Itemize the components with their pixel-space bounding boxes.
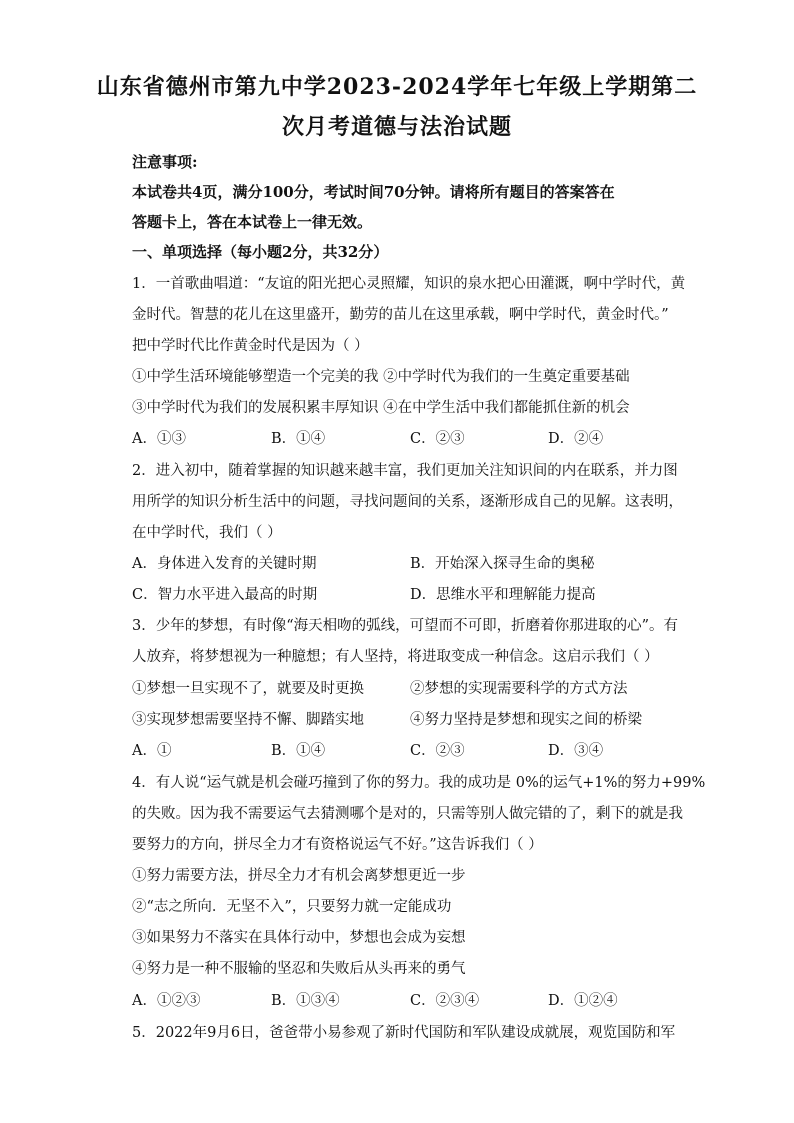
statement: ③中学时代为我们的发展积累丰厚知识 ④在中学生活中我们都能抓住新的机会 <box>132 400 630 416</box>
option-a: A．①③ <box>132 431 186 447</box>
option-a: A．身体进入发育的关键时期 <box>132 556 317 572</box>
exam-title-line1: 山东省德州市第九中学2023-2024学年七年级上学期第二 <box>96 74 698 100</box>
question-text: 2．进入初中，随着掌握的知识越来越丰富，我们更加关注知识间的内在联系，并力图 <box>132 463 678 479</box>
notice-line: 本试卷共4页，满分100分，考试时间70分钟。请将所有题目的答案答在 <box>132 183 615 201</box>
question-text: 用所学的知识分析生活中的问题，寻找问题间的关系，逐渐形成自己的见解。这表明， <box>132 494 683 510</box>
question-text: 金时代。智慧的花儿在这里盛开，勤劳的苗儿在这里承载，啊中学时代，黄金时代。” <box>132 307 669 323</box>
statement: ③实现梦想需要坚持不懈、脚踏实地 <box>132 712 364 728</box>
option-a: A．①②③ <box>132 993 201 1009</box>
option-c: C．②③ <box>410 743 465 759</box>
statement: ②“志之所向．无坚不入”，只要努力就一定能成功 <box>132 899 452 915</box>
option-d: D．③④ <box>548 743 604 759</box>
question-text: 4．有人说“运气就是机会碰巧撞到了你的努力。我的成功是 0%的运气+1%的努力+99% <box>132 775 706 791</box>
question-text: 5．2022年9月6日，爸爸带小易参观了新时代国防和军队建设成就展，观览国防和军 <box>132 1025 676 1041</box>
option-d: D．①②④ <box>548 993 618 1009</box>
question-text: 在中学时代，我们（ ） <box>132 525 282 541</box>
section-heading: 一、单项选择（每小题2分，共32分） <box>132 243 389 261</box>
exam-title-line2: 次月考道德与法治试题 <box>281 114 512 140</box>
question-text: 要努力的方向，拼尽全力才有资格说运气不好。”这告诉我们（ ） <box>132 837 543 853</box>
notice-label: 注意事项: <box>132 153 198 171</box>
option-b: B．①④ <box>271 743 326 759</box>
option-b: B．开始深入探寻生命的奥秘 <box>410 556 595 572</box>
question-text: 把中学时代比作黄金时代是因为（ ） <box>132 338 369 354</box>
option-c: C．②③④ <box>410 993 480 1009</box>
option-c: C．②③ <box>410 431 465 447</box>
statement: ④努力坚持是梦想和现实之间的桥梁 <box>410 712 642 728</box>
option-d: D．思维水平和理解能力提高 <box>410 587 596 603</box>
statement: ④努力是一种不服输的坚忍和失败后从头再来的勇气 <box>132 961 466 977</box>
question-text: 人放弃，将梦想视为一种臆想；有人坚持，将进取变成一种信念。这启示我们（ ） <box>132 649 659 665</box>
statement: ①梦想一旦实现不了，就要及时更换 <box>132 681 364 697</box>
notice-line: 答题卡上，答在本试卷上一律无效。 <box>132 213 373 231</box>
option-d: D．②④ <box>548 431 604 447</box>
statement: ②梦想的实现需要科学的方式方法 <box>410 681 628 697</box>
statement: ③如果努力不落实在具体行动中，梦想也会成为妄想 <box>132 930 466 946</box>
option-b: B．①④ <box>271 431 326 447</box>
question-text: 3．少年的梦想，有时像“海天相吻的弧线，可望而不可即，折磨着你那进取的心”。有 <box>132 618 679 634</box>
question-text: 的失败。因为我不需要运气去猜测哪个是对的，只需等别人做完错的了，剩下的就是我 <box>132 806 683 822</box>
statement: ①中学生活环境能够塑造一个完美的我 ②中学时代为我们的一生奠定重要基础 <box>132 369 630 385</box>
option-a: A．① <box>132 743 172 759</box>
option-b: B．①③④ <box>271 993 340 1009</box>
statement: ①努力需要方法，拼尽全力才有机会离梦想更近一步 <box>132 868 466 884</box>
question-text: 1．一首歌曲唱道：“友谊的阳光把心灵照耀，知识的泉水把心田灌溉，啊中学时代，黄 <box>132 276 686 292</box>
option-c: C．智力水平进入最高的时期 <box>132 587 318 603</box>
